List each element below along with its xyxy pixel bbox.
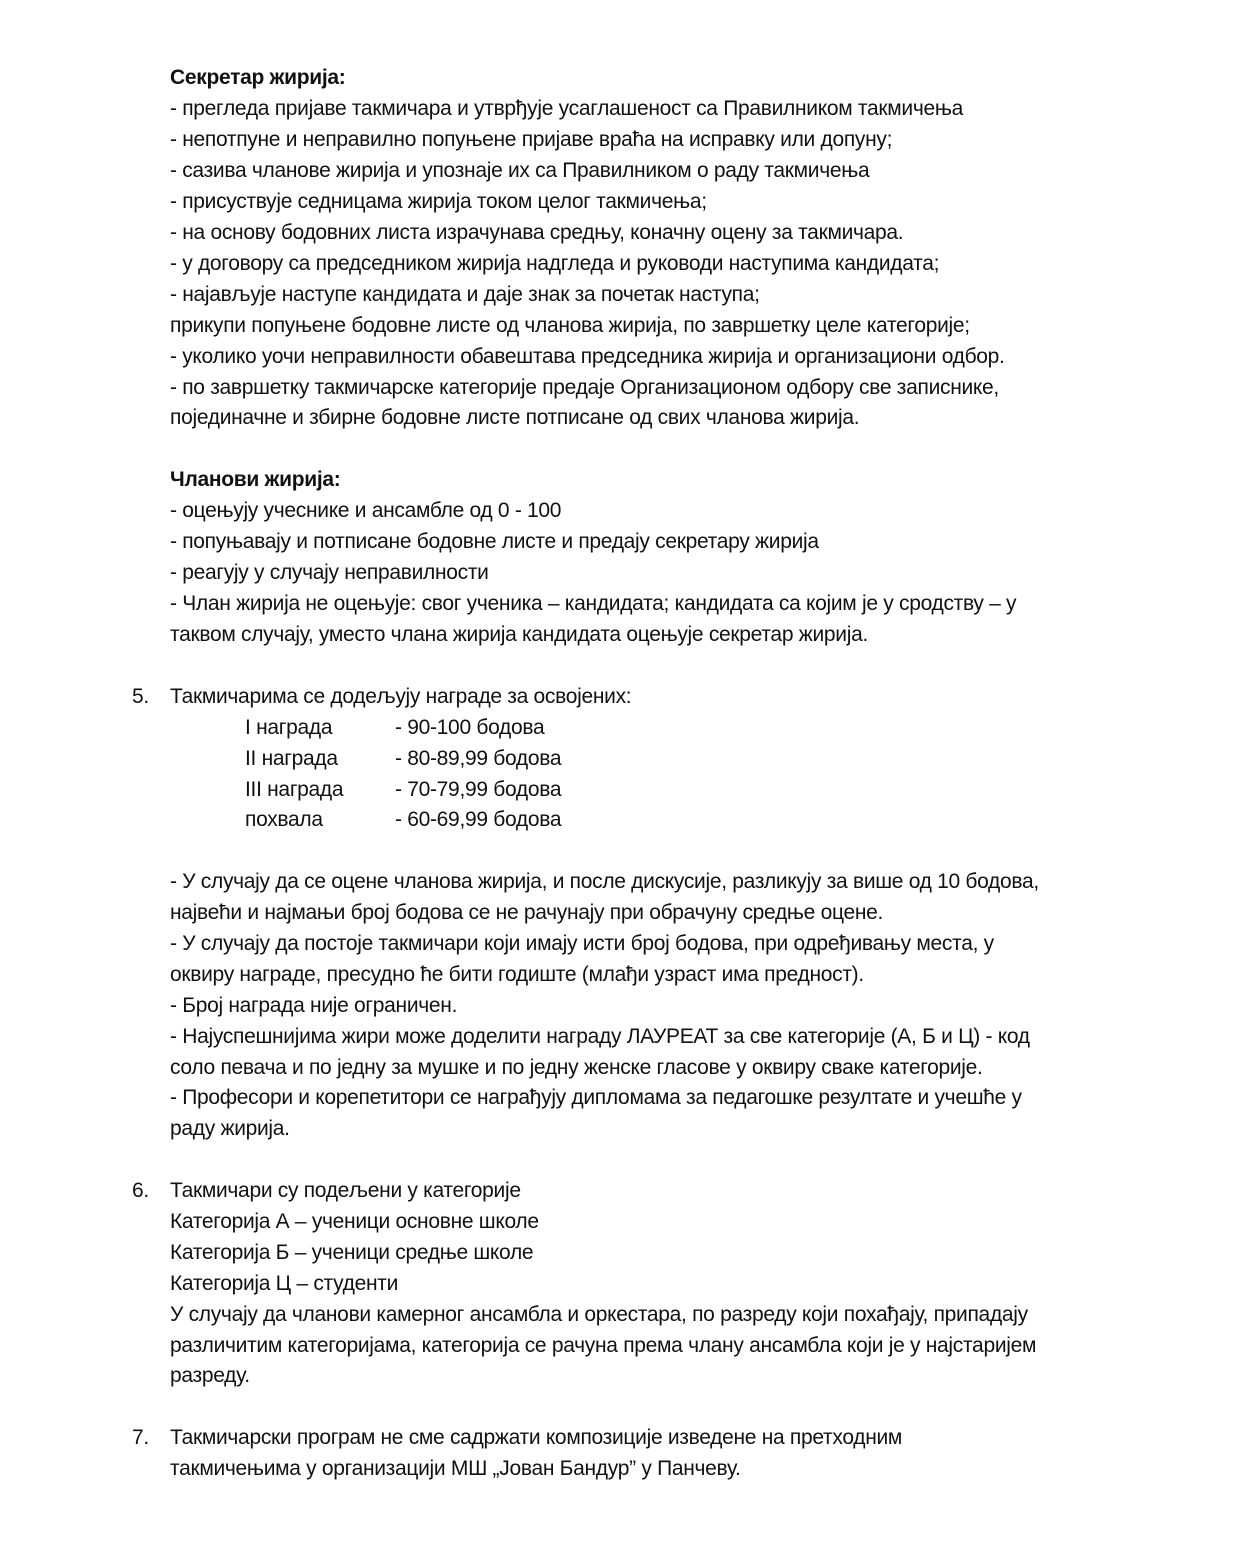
secretary-line: - по завршетку такмичарске категорије предаје Организационом одбору све записнике, — [170, 376, 999, 399]
item6-line: разреду. — [170, 1364, 250, 1387]
secretary-line: - уколико уочи неправилности обавештава председника жирија и организациони одбор. — [170, 345, 1005, 368]
item6-line: Категорија А – ученици основне школе — [170, 1210, 539, 1233]
members-heading: Чланови жирија: — [170, 468, 341, 491]
item-number: 6. — [132, 1179, 149, 1202]
item5-line: оквиру награде, пресудно ће бити годиште (млађи узраст има предност). — [170, 963, 864, 986]
secretary-line: - на основу бодовних листа израчунава средњу, коначну оцену за такмичара. — [170, 221, 904, 244]
members-line: - попуњавају и потписане бодовне листе и предају секретару жирија — [170, 530, 819, 553]
award-name: III награда — [245, 778, 344, 801]
secretary-line: прикупи попуњене бодовне листе од чланова жирија, по завршетку целе категорије; — [170, 314, 970, 337]
secretary-line: - најављује наступе кандидата и даје знак за почетак наступа; — [170, 283, 760, 306]
item5-line: највећи и најмањи број бодова се не рачунају при обрачуну средње оцене. — [170, 901, 884, 924]
item6-line: Категорија Ц – студенти — [170, 1272, 398, 1295]
item6-line: Такмичари су подељени у категорије — [170, 1179, 521, 1202]
item5-line: - Број награда није ограничен. — [170, 994, 458, 1017]
award-range: - 60-69,99 бодова — [395, 808, 562, 831]
item5-line: - Најуспешнијима жири може доделити награду ЛАУРЕАТ за све категорије (А, Б и Ц) - код — [170, 1025, 1030, 1048]
item5-line: - У случају да постоје такмичари који имају исти број бодова, при одређивању места, у — [170, 932, 994, 955]
members-line: таквом случају, уместо члана жирија кандидата оцењује секретар жирија. — [170, 623, 868, 646]
secretary-line: - сазива чланове жирија и упознаје их са Правилником о раду такмичења — [170, 159, 870, 182]
item5-line: - Професори и корепетитори се награђују дипломама за педагошке резултате и учешће у — [170, 1086, 1022, 1109]
item5-line: - У случају да се оцене чланова жирија, и после дискусије, разликују за више од 10 бодова, — [170, 870, 1039, 893]
award-range: - 70-79,99 бодова — [395, 778, 562, 801]
item-number: 5. — [132, 685, 149, 708]
award-name: I награда — [245, 716, 333, 739]
item5-intro: Такмичарима се додељују награде за освојених: — [170, 685, 632, 708]
item7-line: такмичењима у организацији МШ „Јован Бандур” у Панчеву. — [170, 1457, 741, 1480]
members-line: - Члан жирија не оцењује: свог ученика – кандидата; кандидата са којим је у сродству – у — [170, 592, 1017, 615]
secretary-line: - присуствује седницама жирија током целог такмичења; — [170, 190, 707, 213]
members-line: - оцењују учеснике и ансамбле од 0 - 100 — [170, 499, 562, 522]
item-number: 7. — [132, 1426, 149, 1449]
item7-line: Такмичарски програм не сме садржати композиције изведене на претходним — [170, 1426, 903, 1449]
secretary-heading: Секретар жирија: — [170, 66, 346, 89]
secretary-line: - непотпуне и неправилно попуњене пријаве враћа на исправку или допуну; — [170, 128, 893, 151]
award-range: - 80-89,99 бодова — [395, 747, 562, 770]
secretary-line: - прегледа пријаве такмичара и утврђује усаглашеност са Правилником такмичења — [170, 97, 963, 120]
item5-line: соло певача и по једну за мушке и по једну женске гласове у оквиру сваке категорије. — [170, 1056, 983, 1079]
award-name: похвала — [245, 808, 323, 831]
item6-line: различитим категоријама, категорија се рачуна према члану ансамбла који је у најстаријем — [170, 1334, 1037, 1357]
members-line: - реагују у случају неправилности — [170, 561, 489, 584]
secretary-line: - у договору са председником жирија надгледа и руководи наступима кандидата; — [170, 252, 940, 275]
item6-line: У случају да чланови камерног ансамбла и оркестара, по разреду који похађају, припадају — [170, 1303, 1028, 1326]
item5-line: раду жирија. — [170, 1117, 290, 1140]
secretary-line: појединачне и збирне бодовне листе потписане од свих чланова жирија. — [170, 406, 860, 429]
award-range: - 90-100 бодова — [395, 716, 545, 739]
award-name: II награда — [245, 747, 338, 770]
item6-line: Категорија Б – ученици средње школе — [170, 1241, 534, 1264]
